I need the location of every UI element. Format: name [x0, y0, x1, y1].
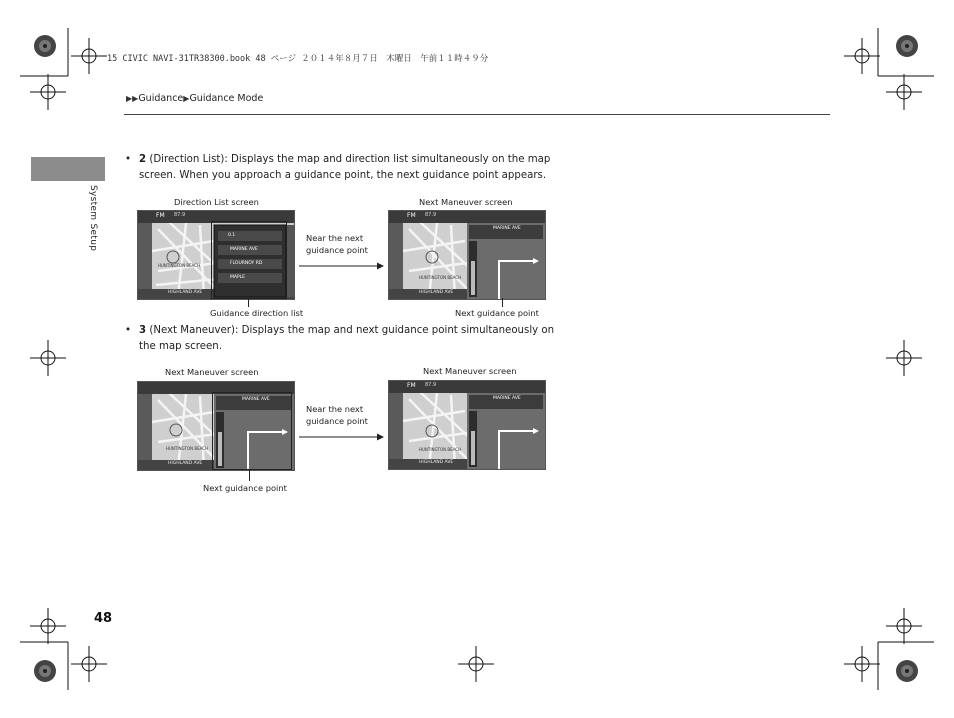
- bullet-text: (Next Maneuver): Displays the map and next guidance point simultaneously on the map screen.: [139, 325, 555, 352]
- leader-line: [248, 298, 249, 307]
- screenshot-next-maneuver: [388, 210, 546, 300]
- next-street-label: MARINE AVE: [242, 397, 270, 402]
- color-target-icon: [34, 35, 918, 682]
- list-street-1: MARINE AVE: [230, 247, 258, 252]
- list-street-2: FLOURNOY RD: [230, 261, 263, 266]
- breadcrumb-item-guidance-mode[interactable]: Guidance Mode: [189, 93, 264, 104]
- street-bottom: HIGHLAND AVE: [419, 460, 454, 465]
- area-label: HUNTINGTON BEACH: [419, 275, 462, 280]
- header-rule: [124, 114, 830, 115]
- highlight-direction-list: [211, 221, 287, 299]
- area-label: HUNTINGTON BEACH: [158, 263, 201, 268]
- next-street-label: MARINE AVE: [493, 226, 521, 231]
- list-dist-1: 0.1: [228, 233, 236, 238]
- bullet-text: (Direction List): Displays the map and direction list simultaneously on the map screen. When you approach a guidance point, the next guidance point appears.: [139, 154, 551, 181]
- print-header: 15 CIVIC NAVI-31TR38300.book 48 ページ ２０１４年８月７日 木曜日 午前１１時４９分: [107, 54, 489, 64]
- bullet-number: 2: [139, 154, 147, 165]
- label-next-guidance-point: Next guidance point: [203, 483, 287, 493]
- section-label: System Setup: [88, 185, 98, 252]
- bullet-next-maneuver: [125, 323, 565, 357]
- bullet-dot: •: [125, 325, 132, 336]
- transition-arrow-icon: [299, 432, 385, 442]
- label-next-guidance-point: Next guidance point: [455, 308, 539, 318]
- transition-arrow-icon: [299, 261, 385, 271]
- arrow-note: Near the next guidance point: [306, 233, 368, 255]
- label-guidance-direction-list: Guidance direction list: [210, 308, 304, 318]
- screenshot-next-maneuver: [388, 380, 546, 470]
- band-label: FM: [407, 382, 416, 389]
- caption-direction-list-screen: Direction List screen: [174, 197, 259, 207]
- caption-next-maneuver-screen: Next Maneuver screen: [419, 197, 513, 207]
- band-label: FM: [407, 212, 416, 219]
- crosshair-icon: [30, 38, 922, 682]
- bullet-dot: •: [125, 154, 132, 165]
- breadcrumb: [126, 93, 263, 104]
- arrow-note: Near the next guidance point: [306, 404, 368, 426]
- freq-label: 87.9: [425, 382, 437, 388]
- next-street-label: MARINE AVE: [493, 396, 521, 401]
- street-bottom: HIGHLAND AVE: [419, 290, 454, 295]
- breadcrumb-arrow-icon: ▶▶: [126, 94, 139, 103]
- area-label: HUNTINGTON BEACH: [419, 447, 462, 452]
- breadcrumb-item-guidance[interactable]: Guidance: [138, 93, 184, 104]
- freq-label: 87.9: [174, 212, 186, 218]
- area-label: HUNTINGTON BEACH: [166, 446, 209, 451]
- caption-next-maneuver-screen: Next Maneuver screen: [423, 366, 517, 376]
- band-label: FM: [156, 212, 165, 219]
- list-street-3: MAPLE: [230, 275, 246, 280]
- freq-label: 87.9: [425, 212, 437, 218]
- leader-line: [249, 469, 250, 481]
- page-number: 48: [94, 611, 113, 626]
- street-bottom: HIGHLAND AVE: [168, 461, 203, 466]
- highlight-next-guidance-point: [212, 392, 292, 470]
- leader-line: [502, 298, 503, 307]
- bullet-number: 3: [139, 325, 147, 336]
- section-tab: [31, 157, 105, 181]
- street-bottom: HIGHLAND AVE: [168, 290, 203, 295]
- bullet-direction-list: [125, 152, 565, 186]
- breadcrumb-arrow-icon: ▶: [183, 94, 190, 103]
- caption-next-maneuver-screen: Next Maneuver screen: [165, 367, 259, 377]
